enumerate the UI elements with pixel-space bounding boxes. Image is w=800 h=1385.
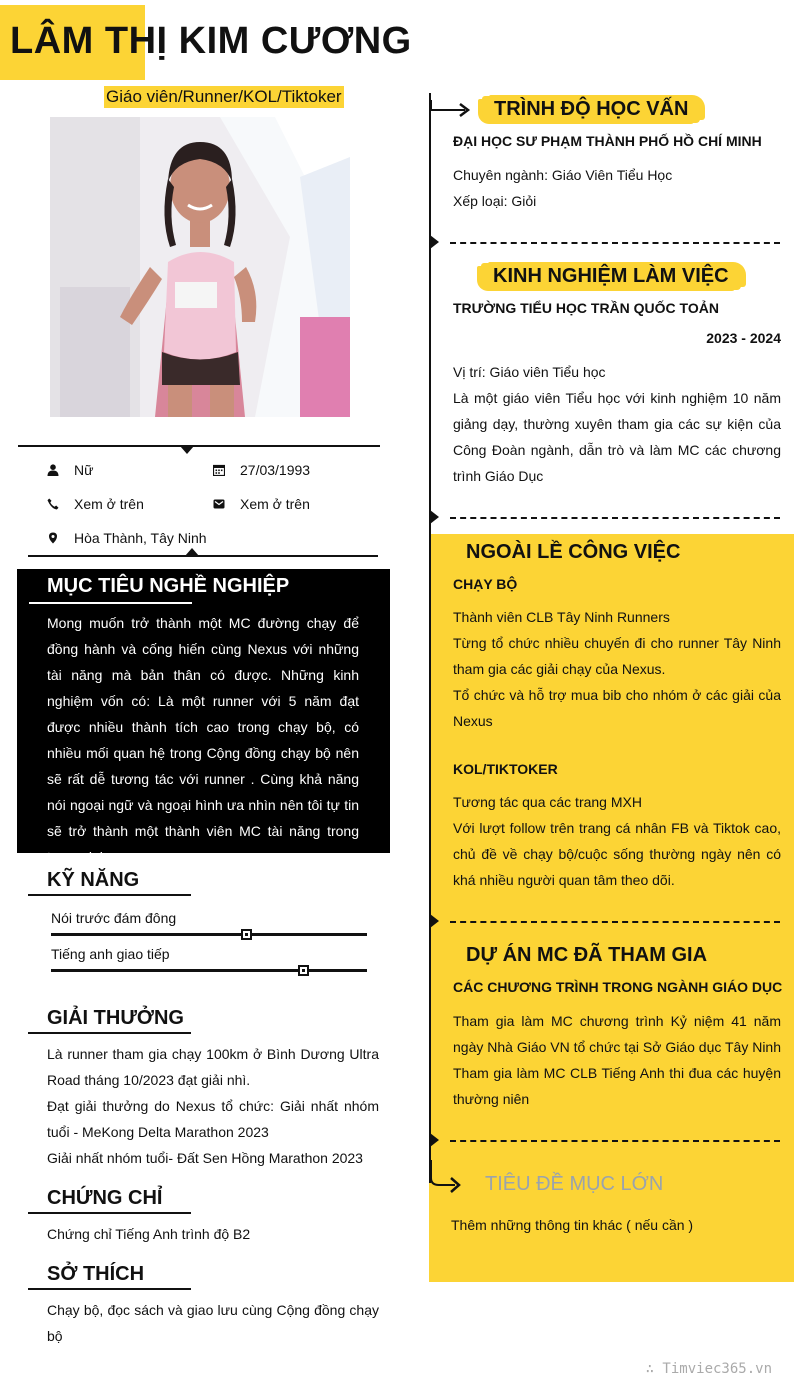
section-dashed-divider [450, 921, 780, 923]
arrow-right-icon [429, 100, 473, 120]
skill-bar-handle [298, 965, 309, 976]
education-school: ĐẠI HỌC SƯ PHẠM THÀNH PHỐ HỒ CHÍ MINH [453, 133, 762, 149]
hobbies-text: Chạy bộ, đọc sách và giao lưu cùng Cộng đồng chạy bộ [47, 1302, 379, 1344]
experience-period: 2023 - 2024 [706, 330, 781, 346]
certificates-title-underline [28, 1212, 191, 1214]
divider-pointer-down [180, 446, 194, 454]
hobbies-title-underline [28, 1288, 191, 1290]
experience-title: KINH NGHIỆM LÀM VIỆC [481, 263, 741, 290]
candidate-tagline: Giáo viên/Runner/KOL/Tiktoker [106, 87, 342, 106]
projects-title: DỰ ÁN MC ĐÃ THAM GIA [466, 944, 708, 966]
experience-organization: TRƯỜNG TIỂU HỌC TRẦN QUỐC TOẢN [453, 300, 719, 316]
skills-title-underline [28, 894, 191, 896]
info-email [213, 496, 310, 512]
section-dashed-divider [450, 242, 780, 244]
section-dashed-divider [450, 1140, 780, 1142]
award-item: Giải nhất nhóm tuổi- Đất Sen Hồng Marathon 2023 [47, 1150, 363, 1166]
hobbies-title: SỞ THÍCH [47, 1263, 145, 1285]
education-grade: Xếp loại: Giỏi [453, 193, 537, 209]
info-top-divider [18, 445, 380, 447]
running-heading: CHẠY BỘ [453, 576, 518, 592]
objective-section [17, 569, 390, 865]
running-list [453, 604, 781, 734]
education-title: TRÌNH ĐỘ HỌC VẤN [482, 96, 700, 123]
skill-bar-track [51, 933, 367, 936]
arrow-curve-icon [429, 1160, 465, 1198]
user-icon [47, 464, 59, 476]
timeline-line [429, 93, 431, 1183]
timeline-marker [430, 1133, 439, 1147]
objective-text: Mong muốn trở thành một MC đường chạy để đồng hành và cống hiến cùng Nexus với những tài năng mà bản thân có được. Những kinh nghiệm vốn có: Là một runner với 5 năm đạt được nhiều thành tích cao trong chạy bộ, có nhiều mối quan hệ trong Cộng đồng chạy bộ nên sẽ rất dễ tương tác với runner . Cùng khả năng nói ngoại ngữ và ngoại hình ưa nhìn nên tôi tự tin sẽ trở thành một thành viên MC tài năng trong tương lai [47, 615, 359, 865]
divider-pointer-up [185, 548, 199, 556]
experience-position: Vị trí: Giáo viên Tiểu học [453, 364, 606, 380]
awards-list [47, 1041, 379, 1171]
objective-title-underline [29, 602, 192, 604]
info-phone [47, 496, 144, 512]
info-address [47, 530, 207, 546]
email-value: Xem ở trên [240, 496, 310, 512]
awards-title-underline [28, 1032, 191, 1034]
award-item: Là runner tham gia chạy 100km ở Bình Dương Ultra Road tháng 10/2023 đạt giải nhì. [47, 1046, 379, 1088]
watermark-dots-icon: ∴ [645, 1361, 663, 1377]
project-item: Tham gia làm MC CLB Tiếng Anh thi đua các huyện thường niên [453, 1065, 781, 1107]
watermark [646, 1361, 772, 1377]
calendar-icon [213, 464, 225, 476]
project-item: Tham gia làm MC chương trình Kỷ niệm 41 năm ngày Nhà Giáo VN tổ chức tại Sở Giáo dục Tây Ninh [453, 1013, 782, 1055]
info-birthday [213, 462, 310, 478]
envelope-icon [213, 498, 225, 510]
runner-portrait-image [50, 117, 350, 417]
certificates-text: Chứng chỉ Tiếng Anh trình độ B2 [47, 1226, 251, 1242]
skill-label: Nói trước đám đông [51, 910, 177, 926]
running-item: Thành viên CLB Tây Ninh Runners [453, 609, 670, 625]
kol-item: Tương tác qua các trang MXH [453, 794, 642, 810]
objective-title: MỤC TIÊU NGHỀ NGHIỆP [47, 575, 290, 597]
extra-title: NGOÀI LỀ CÔNG VIỆC [466, 541, 681, 563]
running-item: Tổ chức và hỗ trợ mua bib cho nhóm ở các giải của Nexus [453, 687, 781, 729]
kol-item: Với lượt follow trên trang cá nhân FB và Tiktok cao, chủ đề về chạy bộ/cuộc sống thường ngày nên có khá nhiều người quan tâm theo dõi. [453, 820, 781, 888]
timeline-marker [430, 914, 439, 928]
more-title: TIÊU ĐỀ MỤC LỚN [485, 1173, 664, 1195]
birthday-value: 27/03/1993 [240, 462, 311, 478]
projects-heading: CÁC CHƯƠNG TRÌNH TRONG NGÀNH GIÁO DỤC [453, 979, 783, 995]
kol-heading: KOL/TIKTOKER [453, 761, 558, 777]
phone-value: Xem ở trên [74, 496, 144, 512]
candidate-name: LÂM THỊ KIM CƯƠNG [10, 20, 412, 62]
skill-bar-track [51, 969, 367, 972]
watermark-text: Timviec365.vn [662, 1361, 772, 1377]
running-item: Từng tổ chức nhiều chuyến đi cho runner Tây Ninh tham gia các giải chạy của Nexus. [453, 635, 781, 677]
phone-icon [47, 498, 59, 510]
gender-value: Nữ [74, 462, 94, 478]
info-gender [47, 462, 93, 478]
skill-bar-handle [241, 929, 252, 940]
map-pin-icon [47, 532, 59, 544]
kol-list [453, 789, 781, 893]
certificates-title: CHỨNG CHỈ [47, 1187, 163, 1209]
section-dashed-divider [450, 517, 780, 519]
award-item: Đạt giải thưởng do Nexus tổ chức: Giải nhất nhóm tuổi - MeKong Delta Marathon 2023 [47, 1098, 379, 1140]
profile-photo [50, 117, 350, 417]
awards-title: GIẢI THƯỞNG [47, 1007, 184, 1029]
projects-list [453, 1008, 781, 1112]
skills-title: KỸ NĂNG [47, 869, 140, 891]
info-bottom-divider [28, 555, 378, 557]
skill-label: Tiếng anh giao tiếp [51, 946, 170, 962]
timeline-marker [430, 510, 439, 524]
address-value: Hòa Thành, Tây Ninh [74, 530, 207, 546]
more-text: Thêm những thông tin khác ( nếu cần ) [451, 1217, 694, 1233]
timeline-marker [430, 235, 439, 249]
experience-description: Là một giáo viên Tiểu học với kinh nghiệm 10 năm giảng dạy, thường xuyên tham gia các sự kiện của Công Đoàn ngành, dẫn trò và làm MC các chương trình Giáo Dục [453, 390, 781, 484]
education-major: Chuyên ngành: Giáo Viên Tiểu Học [453, 167, 673, 183]
